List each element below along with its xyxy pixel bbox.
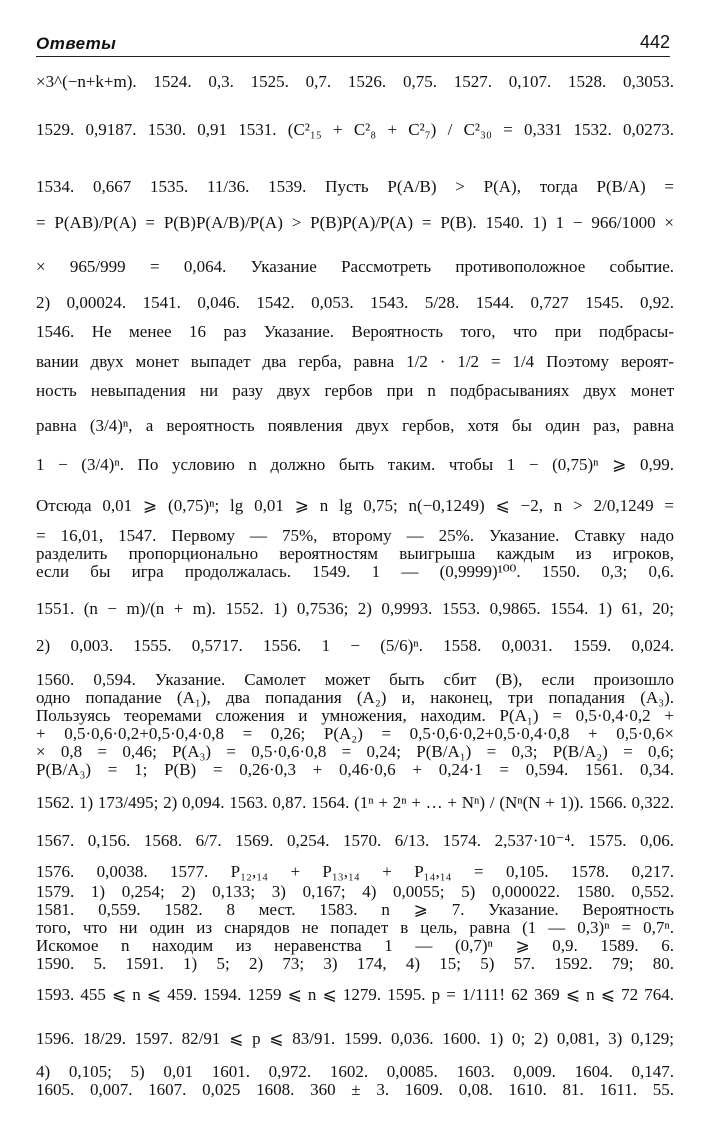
text-line: ность невыпадения ни разу двух гербов при n подбрасываниях двух монет: [36, 381, 674, 400]
text-line: 1562. 1) 173/495; 2) 0,094. 1563. 0,87. 1564. (1ⁿ + 2ⁿ + … + Nⁿ) / (Nⁿ(N + 1)). 1566. 0,322.: [36, 793, 674, 812]
text-line: 1593. 455 ⩽ n ⩽ 459. 1594. 1259 ⩽ n ⩽ 1279. 1595. p = 1/111! 62 369 ⩽ n ⩽ 72 764.: [36, 985, 674, 1004]
text-line: 1596. 18/29. 1597. 82/91 ⩽ p ⩽ 83/91. 1599. 0,036. 1600. 1) 0; 2) 0,081, 3) 0,129;: [36, 1029, 674, 1048]
text-line: 1 − (3/4)ⁿ. По условию n должно быть таким. чтобы 1 − (0,75)ⁿ ⩾ 0,99.: [36, 455, 674, 474]
text-line: 1551. (n − m)/(n + m). 1552. 1) 0,7536; 2) 0,9993. 1553. 0,9865. 1554. 1) 61, 20;: [36, 599, 674, 618]
section-title: Ответы: [36, 34, 117, 53]
text-line: 1605. 0,007. 1607. 0,025 1608. 360 ± 3. 1609. 0,08. 1610. 81. 1611. 55.: [36, 1080, 674, 1099]
text-line: 1576. 0,0038. 1577. P₁₂,₁₄ + P₁₃,₁₄ + P₁₄,₁₄ = 0,105. 1578. 0,217.: [36, 862, 674, 881]
text-line: одно попадание (A₁), два попадания (A₂) и, наконец, три попадания (A₃).: [36, 688, 674, 707]
text-line: 1534. 0,667 1535. 11/36. 1539. Пусть P(A/B) > P(A), тогда P(B/A) =: [36, 177, 674, 196]
header-rule: [36, 56, 670, 57]
text-line: вании двух монет выпадет два герба, равна 1/2 · 1/2 = 1/4 Поэтому вероят-: [36, 352, 674, 371]
text-line: того, что ни один из снарядов не попадет в цель, равна (1 — 0,3)ⁿ = 0,7ⁿ.: [36, 918, 674, 937]
text-line: 1567. 0,156. 1568. 6/7. 1569. 0,254. 1570. 6/13. 1574. 2,537·10⁻⁴. 1575. 0,06.: [36, 831, 674, 850]
text-line: Искомое n находим из неравенства 1 — (0,7)ⁿ ⩾ 0,9. 1589. 6.: [36, 936, 674, 955]
text-line: разделить пропорционально вероятностям выигрыша каждым из игроков,: [36, 544, 674, 563]
page-header: [36, 30, 670, 58]
text-line: 2) 0,003. 1555. 0,5717. 1556. 1 − (5/6)ⁿ. 1558. 0,0031. 1559. 0,024.: [36, 636, 674, 655]
text-line: 1560. 0,594. Указание. Самолет может быть сбит (B), если произошло: [36, 670, 674, 689]
text-line: + 0,5·0,6·0,2+0,5·0,4·0,8 = 0,26; P(A₂) = 0,5·0,6·0,2+0,5·0,4·0,8 + 0,5·0,6×: [36, 724, 674, 743]
text-line: если бы игра продолжалась. 1549. 1 — (0,9999)¹⁰⁰. 1550. 0,3; 0,6.: [36, 562, 674, 581]
text-line: Пользуясь теоремами сложения и умножения, находим. P(A₁) = 0,5·0,4·0,2 +: [36, 706, 674, 725]
text-line: 1581. 0,559. 1582. 8 мест. 1583. n ⩾ 7. Указание. Вероятность: [36, 900, 674, 919]
text-line: 1529. 0,9187. 1530. 0,91 1531. (C²₁₅ + C²₈ + C²₇) / C²₃₀ = 0,331 1532. 0,0273.: [36, 120, 674, 139]
text-line: 1590. 5. 1591. 1) 5; 2) 73; 3) 174, 4) 15; 5) 57. 1592. 79; 80.: [36, 954, 674, 973]
text-line: Отсюда 0,01 ⩾ (0,75)ⁿ; lg 0,01 ⩾ n lg 0,75; n(−0,1249) ⩽ −2, n > 2/0,1249 =: [36, 496, 674, 515]
text-line: 2) 0,00024. 1541. 0,046. 1542. 0,053. 1543. 5/28. 1544. 0,727 1545. 0,92.: [36, 293, 674, 312]
text-line: × 965/999 = 0,064. Указание Рассмотреть противоположное событие.: [36, 257, 674, 276]
text-line: P(B/A₃) = 1; P(B) = 0,26·0,3 + 0,46·0,6 + 0,24·1 = 0,594. 1561. 0,34.: [36, 760, 674, 779]
text-line: 1579. 1) 0,254; 2) 0,133; 3) 0,167; 4) 0,0055; 5) 0,000022. 1580. 0,552.: [36, 882, 674, 901]
text-line: равна (3/4)ⁿ, а вероятность появления двух гербов, хотя бы один раз, равна: [36, 416, 674, 435]
text-line: ×3^(−n+k+m). 1524. 0,3. 1525. 0,7. 1526. 0,75. 1527. 0,107. 1528. 0,3053.: [36, 72, 674, 91]
page-number: 442: [639, 32, 670, 52]
text-line: = 16,01, 1547. Первому — 75%, второму — 25%. Указание. Ставку надо: [36, 526, 674, 545]
text-line: × 0,8 = 0,46; P(A₃) = 0,5·0,6·0,8 = 0,24; P(B/A₁) = 0,3; P(B/A₂) = 0,6;: [36, 742, 674, 761]
text-line: = P(AB)/P(A) = P(B)P(A/B)/P(A) > P(B)P(A)/P(A) = P(B). 1540. 1) 1 − 966/1000 ×: [36, 213, 674, 232]
text-line: 1546. Не менее 16 раз Указание. Вероятность того, что при подбрасы-: [36, 322, 674, 341]
text-line: 4) 0,105; 5) 0,01 1601. 0,972. 1602. 0,0085. 1603. 0,009. 1604. 0,147.: [36, 1062, 674, 1081]
